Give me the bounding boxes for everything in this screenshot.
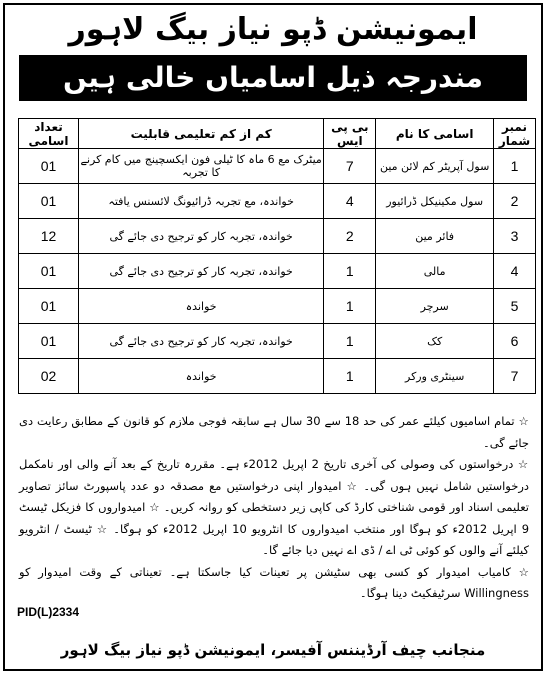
pid-number: PID(L)2334 bbox=[17, 605, 80, 619]
note-posting: ☆ کامیاب امیدوار کو کسی بھی سٹیشن پر تعینات کیا جاسکتا ہے۔ تعیناتی کے وقت امیدوار کو Willingness سرٹیفکیٹ دینا ہوگا۔ bbox=[19, 564, 529, 600]
vacancies-table bbox=[18, 118, 536, 394]
cell-post: سرچر bbox=[376, 289, 494, 324]
cell-count: 01 bbox=[19, 149, 79, 184]
advertisement bbox=[3, 3, 543, 671]
cell-sno: 1 bbox=[494, 149, 536, 184]
header-qualification: کم از کم تعلیمی قابلیت bbox=[78, 119, 323, 149]
cell-bps: 1 bbox=[324, 324, 376, 359]
cell-sno: 3 bbox=[494, 219, 536, 254]
cell-bps: 1 bbox=[324, 359, 376, 394]
page-title: ایمونیشن ڈپو نیاز بیگ لاہور bbox=[68, 12, 478, 47]
cell-count: 01 bbox=[19, 184, 79, 219]
table-row bbox=[19, 149, 536, 184]
cell-qualification: خواندہ bbox=[78, 289, 323, 324]
cell-qualification: خواندہ، تجربہ کار کو ترجیح دی جائے گی bbox=[78, 219, 323, 254]
table-header-row bbox=[19, 119, 536, 149]
table-row bbox=[19, 254, 536, 289]
table-row bbox=[19, 184, 536, 219]
cell-post: سول مکینیکل ڈرائیور bbox=[376, 184, 494, 219]
cell-bps: 1 bbox=[324, 289, 376, 324]
cell-count: 01 bbox=[19, 289, 79, 324]
cell-bps: 7 bbox=[324, 149, 376, 184]
cell-qualification: خواندہ bbox=[78, 359, 323, 394]
issuing-authority: منجانب چیف آرڈیننس آفیسر، ایمونیشن ڈپو نیاز بیگ لاہور bbox=[60, 641, 486, 659]
note-age-limit: ☆ تمام اسامیوں کیلئے عمر کی حد 18 سے 30 سال ہے سابقہ فوجی ملازم کو قانون کے مطابق رعایت دی جائے گی۔ bbox=[19, 414, 530, 450]
terms-and-conditions bbox=[19, 411, 529, 605]
table-row bbox=[19, 324, 536, 359]
cell-count: 01 bbox=[19, 254, 79, 289]
cell-bps: 4 bbox=[324, 184, 376, 219]
cell-post: سول آپریٹر کم لائن مین bbox=[376, 149, 494, 184]
cell-post: فائر مین bbox=[376, 219, 494, 254]
cell-post: کک bbox=[376, 324, 494, 359]
cell-sno: 4 bbox=[494, 254, 536, 289]
cell-qualification: میٹرک مع 6 ماہ کا ٹیلی فون ایکسچینج میں کام کرنے کا تجربہ bbox=[78, 149, 323, 184]
cell-post: مالی bbox=[376, 254, 494, 289]
cell-count: 01 bbox=[19, 324, 79, 359]
cell-qualification: خواندہ، تجربہ کار کو ترجیح دی جائے گی bbox=[78, 324, 323, 359]
header-bps: بی پی ایس bbox=[324, 119, 376, 149]
cell-sno: 6 bbox=[494, 324, 536, 359]
cell-qualification: خواندہ، تجربہ کار کو ترجیح دی جائے گی bbox=[78, 254, 323, 289]
cell-bps: 1 bbox=[324, 254, 376, 289]
table-row bbox=[19, 219, 536, 254]
note-application-details: ☆ درخواستوں کی وصولی کی آخری تاریخ 2 اپریل 2012ء ہے۔ مقررہ تاریخ کے بعد آنے والی اور نامکمل درخواستیں شامل نہیں ہوں گی۔ ☆ امیدوار اپنی درخواستیں مع مصدقہ دو عدد پاسپورٹ سائز تصاویر تعلیمی اسناد اور قومی شناختی کارڈ کی کاپی زیر دستخطی کو روانہ کریں۔ ☆ امیدواروں کا فزیکل ٹیسٹ 9 اپریل 2012ء کو ہوگا اور منتخب امیدواروں کا انٹرویو 10 اپریل 2012ء کو ہوگا۔ ☆ ٹیسٹ / انٹرویو کیلئے آنے والوں کو کوئی ٹی اے / ڈی اے نہیں دیا جائے گا۔ bbox=[19, 457, 530, 557]
table-row bbox=[19, 289, 536, 324]
cell-bps: 2 bbox=[324, 219, 376, 254]
cell-sno: 7 bbox=[494, 359, 536, 394]
vacancies-banner: مندرجہ ذیل اسامیاں خالی ہیں bbox=[19, 55, 527, 101]
header-post: اسامی کا نام bbox=[376, 119, 494, 149]
cell-count: 12 bbox=[19, 219, 79, 254]
table-row bbox=[19, 359, 536, 394]
header-count: تعداد اسامی bbox=[19, 119, 79, 149]
cell-sno: 2 bbox=[494, 184, 536, 219]
cell-qualification: خواندہ، مع تجربہ ڈرائیونگ لائسنس یافتہ bbox=[78, 184, 323, 219]
cell-count: 02 bbox=[19, 359, 79, 394]
header-sno: نمبر شمار bbox=[494, 119, 536, 149]
cell-sno: 5 bbox=[494, 289, 536, 324]
cell-post: سینٹری ورکر bbox=[376, 359, 494, 394]
